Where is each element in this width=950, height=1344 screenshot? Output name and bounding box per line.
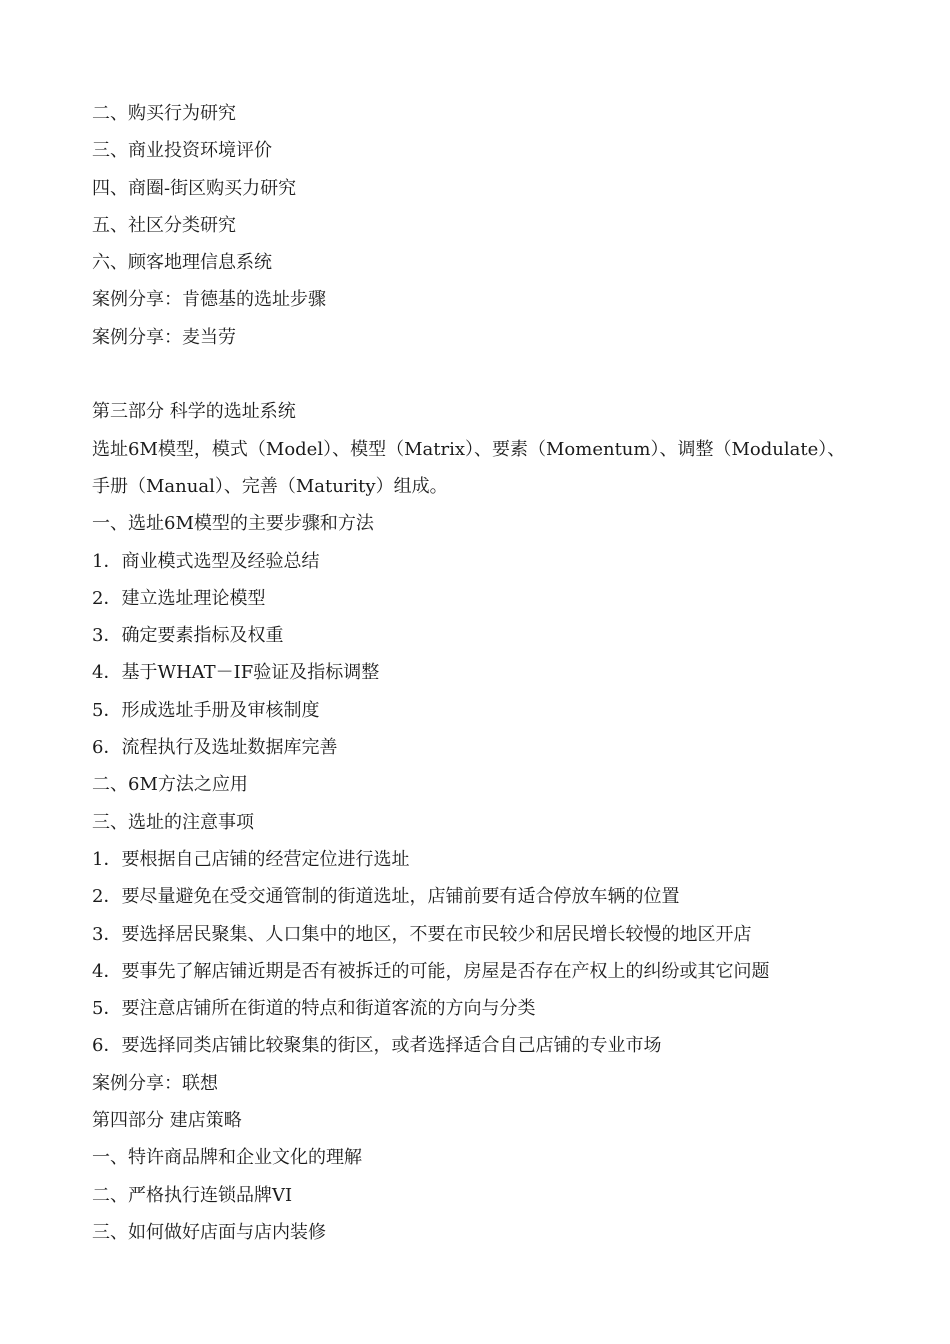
text-line: 选址6M模型，模式（Model）、模型（Matrix）、要素（Momentum）、调整（Modulate）、: [92, 438, 846, 460]
text-line: 二、6M方法之应用: [92, 774, 248, 796]
text-line: 一、特许商品牌和企业文化的理解: [92, 1147, 362, 1169]
text-line: 5．形成选址手册及审核制度: [92, 699, 320, 721]
text-line: 2．建立选址理论模型: [92, 587, 266, 609]
text-line: 三、选址的注意事项: [92, 811, 254, 833]
text-line: 四、商圈-街区购买力研究: [92, 177, 297, 199]
text-line: 1．要根据自己店铺的经营定位进行选址: [92, 848, 410, 870]
text-line: 5．要注意店铺所在街道的特点和街道客流的方向与分类: [92, 998, 536, 1020]
text-line: 3．确定要素指标及权重: [92, 625, 284, 647]
text-line: 4．基于WHAT－IF验证及指标调整: [92, 662, 380, 684]
text-line: 案例分享：联想: [92, 1072, 218, 1094]
text-line: 2．要尽量避免在受交通管制的街道选址，店铺前要有适合停放车辆的位置: [92, 886, 680, 908]
text-line: 3．要选择居民聚集、人口集中的地区，不要在市民较少和居民增长较慢的地区开店: [92, 923, 752, 945]
text-line: 案例分享：麦当劳: [92, 326, 236, 348]
text-line: 6．流程执行及选址数据库完善: [92, 737, 338, 759]
text-line: 6．要选择同类店铺比较聚集的街区，或者选择适合自己店铺的专业市场: [92, 1035, 662, 1057]
document-page: [92, 95, 892, 1251]
text-line: 4．要事先了解店铺近期是否有被拆迁的可能，房屋是否存在产权上的纠纷或其它问题: [92, 960, 770, 982]
text-line: 一、选址6M模型的主要步骤和方法: [92, 513, 374, 535]
text-line: 手册（Manual）、完善（Maturity）组成。: [92, 475, 448, 497]
text-line: 二、购买行为研究: [92, 103, 236, 124]
text-line: 案例分享：肯德基的选址步骤: [92, 289, 326, 311]
blank-line: [92, 356, 892, 393]
text-line: 三、商业投资环境评价: [92, 140, 272, 162]
text-line: 1．商业模式选型及经验总结: [92, 550, 320, 572]
text-line: 三、如何做好店面与店内装修: [92, 1221, 326, 1243]
section-heading: 第三部分 科学的选址系统: [92, 401, 296, 423]
text-line: 二、严格执行连锁品牌VI: [92, 1184, 293, 1206]
text-line: 五、社区分类研究: [92, 214, 236, 236]
text-line: 六、顾客地理信息系统: [92, 252, 272, 274]
section-heading: 第四部分 建店策略: [92, 1110, 242, 1132]
